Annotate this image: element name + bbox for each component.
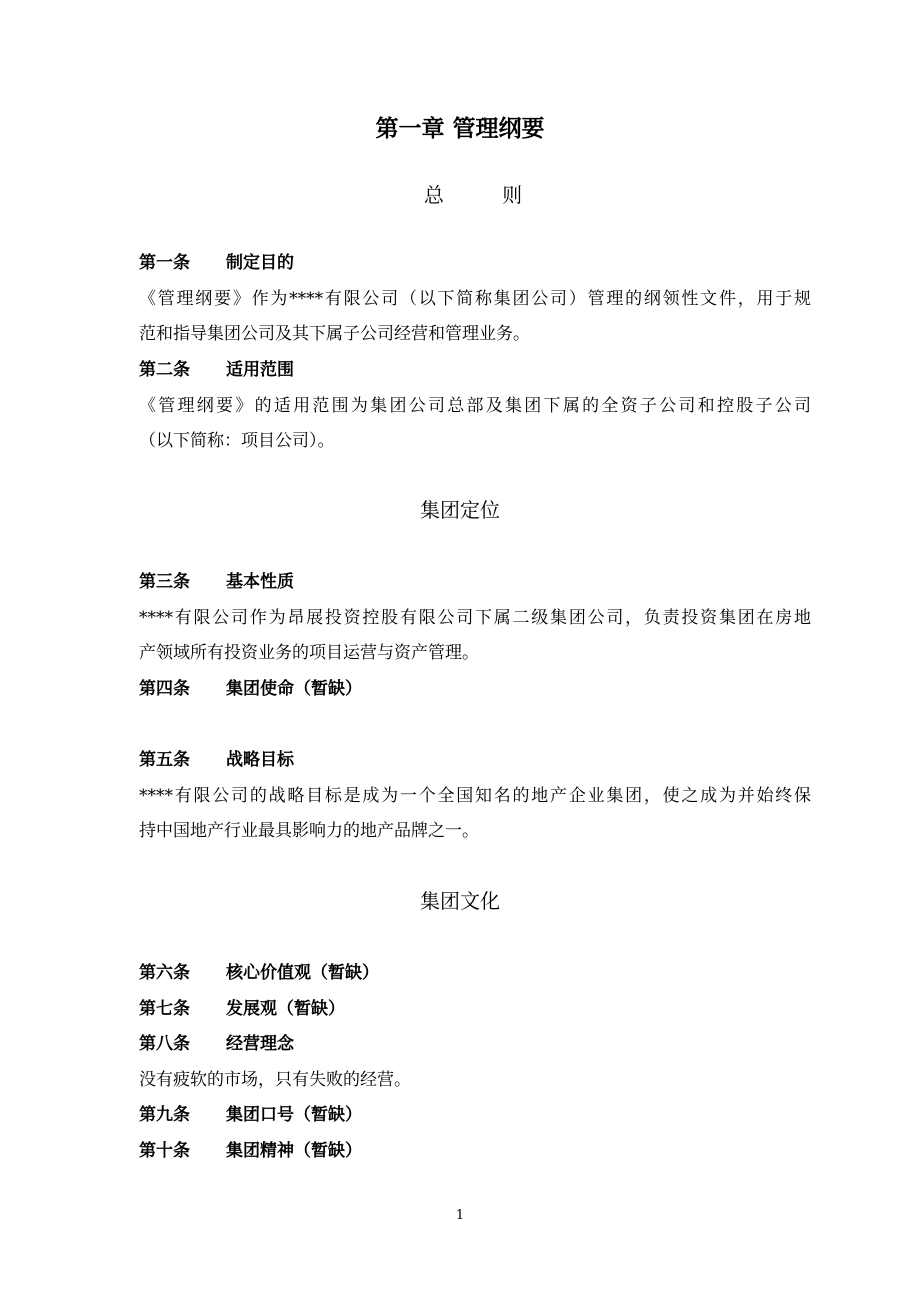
article-9-number: 第九条 [139,1105,190,1125]
article-1-text-line-2: 范和指导集团公司及其下属子公司经营和管理业务。 [139,324,530,344]
article-6-heading [139,961,379,985]
article-8-title: 经营理念 [226,1034,294,1054]
article-2-title: 适用范围 [226,360,294,380]
article-9-title: 集团口号（暂缺） [226,1105,362,1125]
article-3-title: 基本性质 [226,572,294,592]
article-3-text-line-1: ****有限公司作为昂展投资控股有限公司下属二级集团公司，负责投资集团在房地 [139,608,811,628]
article-5-heading [139,748,294,772]
article-8-heading [139,1032,294,1056]
article-2-text-line-2: （以下简称：项目公司）。 [139,431,335,451]
article-10-number: 第十条 [139,1141,190,1161]
article-1-text-line-1: 《管理纲要》作为****有限公司（以下简称集团公司）管理的纲领性文件，用于规 [139,289,811,309]
section-title-positioning: 集团定位 [420,498,500,522]
article-8-number: 第八条 [139,1034,190,1054]
article-5-text-line-2: 持中国地产行业最具影响力的地产品牌之一。 [139,821,479,841]
article-7-title: 发展观（暂缺） [226,999,345,1019]
article-2-heading [139,358,294,382]
chapter-title: 第一章 管理纲要 [375,116,545,142]
article-8-text-line-1: 没有疲软的市场，只有失败的经营。 [139,1070,411,1090]
article-2-text-line-1: 《管理纲要》的适用范围为集团公司总部及集团下属的全资子公司和控股子公司 [139,396,811,416]
article-5-text-line-1: ****有限公司的战略目标是成为一个全国知名的地产企业集团，使之成为并始终保 [139,786,811,806]
article-2-number: 第二条 [139,360,190,380]
article-1-number: 第一条 [139,253,190,273]
article-1-heading [139,251,294,275]
page-number: 1 [455,1208,465,1223]
article-10-heading [139,1139,362,1163]
article-3-number: 第三条 [139,572,190,592]
article-3-text-line-2: 产领域所有投资业务的项目运营与资产管理。 [139,643,479,663]
article-7-number: 第七条 [139,999,190,1019]
article-9-heading [139,1103,362,1127]
article-6-number: 第六条 [139,963,190,983]
article-10-title: 集团精神（暂缺） [226,1141,362,1161]
article-4-number: 第四条 [139,679,190,699]
article-5-number: 第五条 [139,750,190,770]
article-3-heading [139,570,294,594]
article-5-title: 战略目标 [226,750,294,770]
section-title-culture: 集团文化 [420,889,500,913]
article-4-heading [139,677,362,701]
article-6-title: 核心价值观（暂缺） [226,963,379,983]
section-title-general: 总 则 [423,183,549,207]
article-7-heading [139,997,345,1021]
article-4-title: 集团使命（暂缺） [226,679,362,699]
article-1-title: 制定目的 [226,253,294,273]
